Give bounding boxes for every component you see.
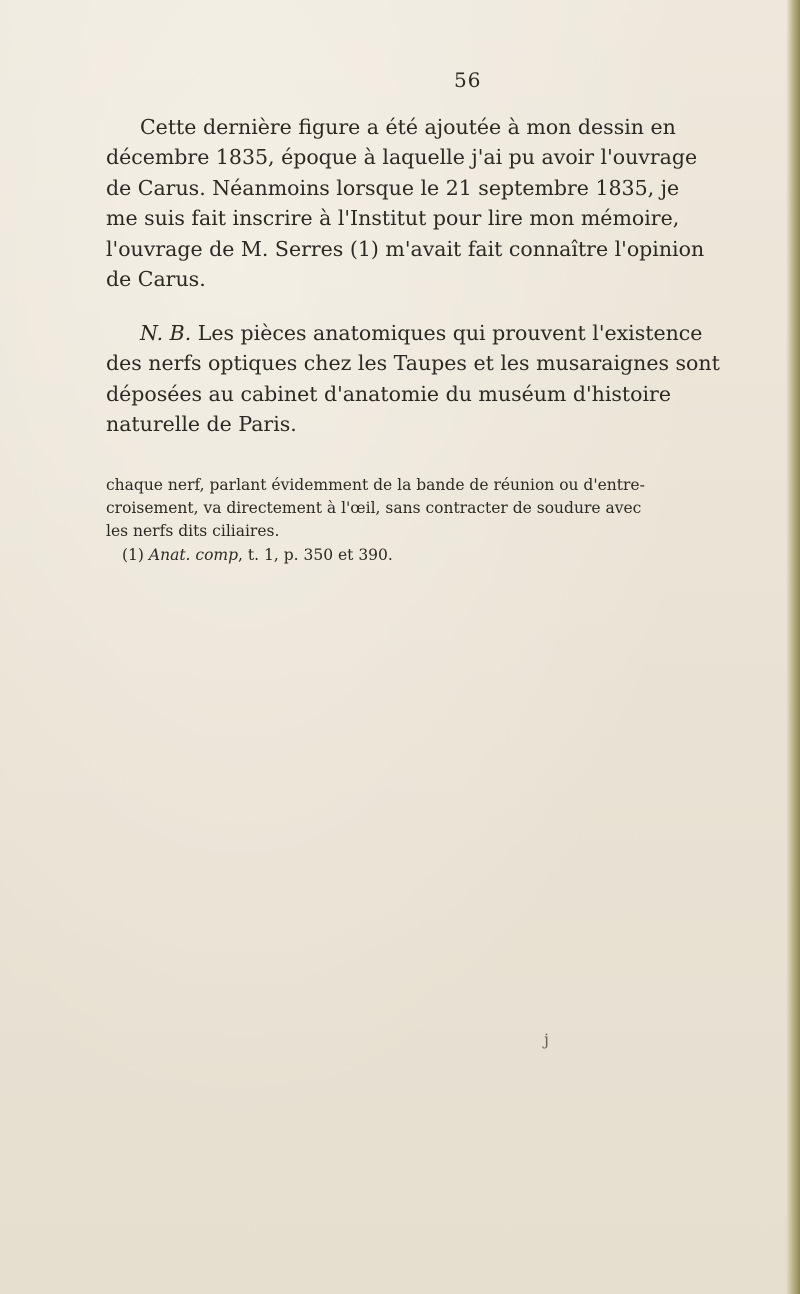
stray-mark: j (544, 1030, 549, 1049)
footnote-line: croisement, va directement à l'œil, sans contracter de soudure avec (106, 499, 642, 517)
paragraph-line: de Carus. (106, 267, 206, 292)
footnote-reference (122, 544, 782, 567)
paragraph-line: de Carus. Néanmoins lorsque le 21 septembre 1835, je (106, 175, 680, 200)
paragraph-line: déposées au cabinet d'anatomie du muséum d'histoire (106, 381, 671, 406)
paragraph-line-text: Les pièces anatomiques qui prouvent l'existence (191, 321, 703, 345)
paragraph-line: décembre 1835, époque à laquelle j'ai pu avoir l'ouvrage (106, 145, 698, 170)
paragraph-line (106, 318, 766, 348)
footnote-marker: (1) (122, 546, 144, 564)
paragraph-line: des nerfs optiques chez les Taupes et les musaraignes sont (106, 351, 720, 376)
footnote-line: chaque nerf, parlant évidemment de la bande de réunion ou d'entre- (106, 476, 645, 494)
footnote-details: , t. 1, p. 350 et 390. (238, 546, 393, 564)
paragraph-line: me suis fait inscrire à l'Institut pour lire mon mémoire, (106, 206, 680, 231)
paragraph-nota-bene (106, 318, 766, 440)
footnote-continuation (106, 474, 766, 543)
footnote-line: les nerfs dits ciliaires. (106, 522, 280, 540)
paragraph-1 (106, 112, 766, 294)
paragraph-line: naturelle de Paris. (106, 412, 297, 437)
page-edge (786, 0, 800, 1294)
paragraph-line: l'ouvrage de M. Serres (1) m'avait fait connaître l'opinion (106, 236, 705, 261)
page-number: 56 (454, 68, 482, 92)
nota-bene-label: N. B. (140, 321, 192, 345)
footnote-line (122, 544, 782, 567)
paragraph-line: Cette dernière figure a été ajoutée à mon dessin en (140, 115, 676, 139)
footnote-title: Anat. comp (148, 546, 239, 564)
